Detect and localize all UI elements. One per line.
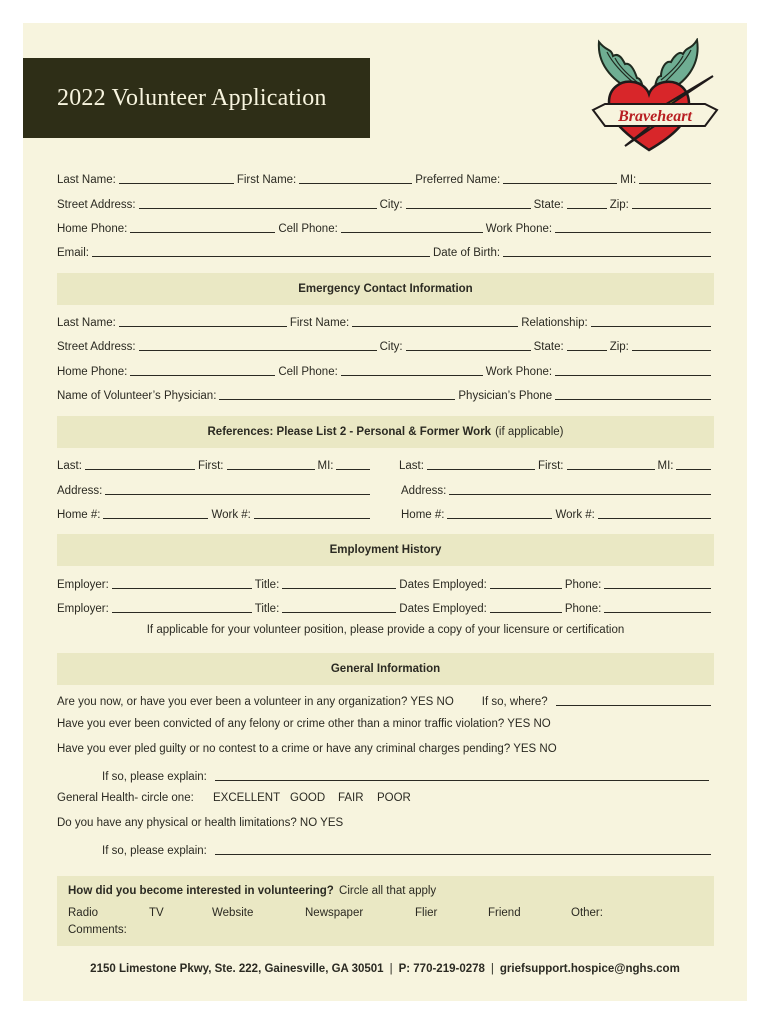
reference-2-phone-row [401, 505, 714, 521]
dates-1-field[interactable] [490, 588, 562, 589]
label-ec-state: State: [533, 341, 564, 353]
title-banner [23, 58, 370, 138]
limitations-question: Do you have any physical or health limitations? NO YES [57, 817, 344, 829]
ref2-home-field[interactable] [447, 518, 552, 519]
employment-row-2 [57, 599, 714, 615]
label-general-health: General Health- circle one: [57, 792, 194, 804]
ec-relationship-field[interactable] [591, 326, 711, 327]
interest-question: How did you become interested in volunteering? [68, 885, 334, 897]
emergency-phone-row [57, 362, 714, 378]
phone-2-field[interactable] [604, 612, 711, 613]
applicant-email-row [57, 243, 714, 259]
mi-field[interactable] [639, 183, 711, 184]
label-ref2-address: Address: [401, 485, 447, 497]
first-name-field[interactable] [299, 183, 412, 184]
label-explain-2: If so, please explain: [102, 845, 207, 857]
ec-state-field[interactable] [567, 350, 607, 351]
health-option-poor[interactable]: POOR [377, 792, 411, 804]
ref2-address-field[interactable] [449, 494, 711, 495]
reference-1-name-row [57, 456, 373, 472]
label-last-name: Last Name: [57, 174, 116, 186]
label-phone-2: Phone: [564, 603, 602, 615]
label-comments: Comments: [68, 924, 127, 936]
emergency-name-row [57, 313, 714, 329]
applicant-address-row [57, 195, 714, 211]
ref1-first-field[interactable] [227, 469, 315, 470]
label-ec-city: City: [379, 341, 403, 353]
label-phone-1: Phone: [564, 579, 602, 591]
ref1-work-field[interactable] [254, 518, 370, 519]
emergency-contact-header [57, 273, 714, 305]
label-ec-street-address: Street Address: [57, 341, 136, 353]
explain-row-1 [102, 767, 712, 783]
label-state: State: [533, 199, 564, 211]
label-employer-2: Employer: [57, 603, 109, 615]
interest-question-note: Circle all that apply [339, 885, 437, 897]
where-field[interactable] [556, 705, 711, 706]
label-cell-phone: Cell Phone: [278, 223, 338, 235]
label-zip: Zip: [609, 199, 629, 211]
ec-zip-field[interactable] [632, 350, 711, 351]
label-city: City: [379, 199, 403, 211]
health-option-excellent[interactable]: EXCELLENT [213, 792, 281, 804]
references-heading-note: (if applicable) [495, 426, 564, 438]
emergency-address-row [57, 337, 714, 353]
applicant-name-row [57, 170, 714, 186]
label-physician-phone: Physician’s Phone [458, 390, 553, 402]
dates-2-field[interactable] [490, 612, 562, 613]
explain-2-field[interactable] [215, 854, 711, 855]
reference-2-address-row [401, 481, 714, 497]
ec-city-field[interactable] [406, 350, 531, 351]
employer-1-field[interactable] [112, 588, 252, 589]
ref2-mi-field[interactable] [676, 469, 711, 470]
ref2-work-field[interactable] [598, 518, 711, 519]
label-work-phone: Work Phone: [485, 223, 553, 235]
reference-1-address-row [57, 481, 373, 497]
home-phone-field[interactable] [130, 232, 275, 233]
label-ref1-work: Work #: [211, 509, 251, 521]
employer-2-field[interactable] [112, 612, 252, 613]
applicant-phone-row [57, 219, 714, 235]
label-physician: Name of Volunteer’s Physician: [57, 390, 217, 402]
ec-home-phone-field[interactable] [130, 375, 275, 376]
criminal-charges-question: Have you ever pled guilty or no contest to a crime or have any criminal charges pending? YES NO [57, 743, 557, 755]
dob-field[interactable] [503, 256, 711, 257]
volunteer-question: Are you now, or have you ever been a volunteer in any organization? YES NO [57, 696, 454, 708]
ec-first-name-field[interactable] [352, 326, 518, 327]
option-flier[interactable]: Flier [415, 907, 438, 919]
page-title: 2022 Volunteer Application [57, 85, 327, 111]
option-tv[interactable]: TV [149, 907, 164, 919]
interest-question-row [68, 885, 436, 897]
general-info-header [57, 653, 714, 685]
title-2-field[interactable] [282, 612, 396, 613]
ref1-mi-field[interactable] [336, 469, 370, 470]
label-first-name: First Name: [236, 174, 297, 186]
option-newspaper[interactable]: Newspaper [305, 907, 364, 919]
ref2-first-field[interactable] [567, 469, 655, 470]
ec-work-phone-field[interactable] [555, 375, 711, 376]
title-1-field[interactable] [282, 588, 396, 589]
ref1-last-field[interactable] [85, 469, 195, 470]
city-field[interactable] [406, 208, 531, 209]
label-street-address: Street Address: [57, 199, 136, 211]
label-ec-work-phone: Work Phone: [485, 366, 553, 378]
label-ref1-home: Home #: [57, 509, 101, 521]
ec-street-address-field[interactable] [139, 350, 377, 351]
footer-separator: | [490, 963, 494, 975]
label-mi: MI: [620, 174, 637, 186]
option-friend[interactable]: Friend [488, 907, 521, 919]
cell-phone-field[interactable] [341, 232, 483, 233]
label-ec-relationship: Relationship: [521, 317, 588, 329]
interest-source-box [57, 876, 714, 946]
label-home-phone: Home Phone: [57, 223, 128, 235]
label-ref1-first: First: [197, 460, 224, 472]
label-ec-first-name: First Name: [289, 317, 350, 329]
street-address-field[interactable] [139, 208, 377, 209]
zip-field[interactable] [632, 208, 711, 209]
emergency-heading: Emergency Contact Information [298, 283, 473, 295]
label-explain-1: If so, please explain: [102, 771, 207, 783]
footer-contact [23, 963, 747, 975]
label-ec-home-phone: Home Phone: [57, 366, 128, 378]
employment-heading: Employment History [329, 544, 442, 556]
label-ec-zip: Zip: [609, 341, 629, 353]
label-dates-1: Dates Employed: [399, 579, 487, 591]
label-ec-last-name: Last Name: [57, 317, 116, 329]
option-radio[interactable]: Radio [68, 907, 99, 919]
state-field[interactable] [567, 208, 607, 209]
work-phone-field[interactable] [555, 232, 711, 233]
physician-phone-field[interactable] [555, 399, 711, 400]
label-ref1-mi: MI: [317, 460, 334, 472]
employment-row-1 [57, 575, 714, 591]
health-option-good[interactable]: GOOD [290, 792, 326, 804]
last-name-field[interactable] [119, 183, 234, 184]
label-ref1-last: Last: [57, 460, 82, 472]
health-option-fair[interactable]: FAIR [338, 792, 364, 804]
references-header [57, 416, 714, 448]
employment-header [57, 534, 714, 566]
label-dob: Date of Birth: [432, 247, 501, 259]
preferred-name-field[interactable] [503, 183, 617, 184]
reference-2-name-row [399, 456, 714, 472]
label-where: If so, where? [481, 696, 548, 708]
physician-row [57, 386, 714, 402]
label-ref2-home: Home #: [401, 509, 445, 521]
label-title-1: Title: [254, 579, 280, 591]
braveheart-logo [585, 38, 720, 158]
label-ref2-last: Last: [399, 460, 424, 472]
explain-1-field[interactable] [215, 780, 709, 781]
felony-question: Have you ever been convicted of any felony or crime other than a minor traffic violation? YES NO [57, 718, 551, 730]
footer-email[interactable]: griefsupport.hospice@nghs.com [499, 963, 680, 975]
label-preferred-name: Preferred Name: [415, 174, 501, 186]
footer-address: 2150 Limestone Pkwy, Ste. 222, Gainesville, GA 30501 [90, 963, 384, 975]
licensure-note: If applicable for your volunteer position, please provide a copy of your licensure or certification [146, 624, 625, 636]
ec-last-name-field[interactable] [119, 326, 287, 327]
ref1-home-field[interactable] [103, 518, 208, 519]
label-email: Email: [57, 247, 89, 259]
footer-phone: P: 770-219-0278 [398, 963, 485, 975]
logo-wordmark: Braveheart [618, 108, 692, 125]
label-ref2-work: Work #: [555, 509, 595, 521]
label-ref2-first: First: [537, 460, 564, 472]
footer-separator: | [389, 963, 393, 975]
email-field[interactable] [92, 256, 430, 257]
general-heading: General Information [330, 663, 441, 675]
references-heading: References: Please List 2 - Personal & Former Work [207, 426, 492, 438]
ec-cell-phone-field[interactable] [341, 375, 483, 376]
label-employer-1: Employer: [57, 579, 109, 591]
label-ec-cell-phone: Cell Phone: [278, 366, 338, 378]
label-dates-2: Dates Employed: [399, 603, 487, 615]
label-ref1-address: Address: [57, 485, 103, 497]
option-website[interactable]: Website [212, 907, 254, 919]
ref2-last-field[interactable] [427, 469, 535, 470]
option-other[interactable]: Other: [571, 907, 603, 919]
explain-row-2 [102, 841, 714, 857]
physician-field[interactable] [219, 399, 455, 400]
label-ref2-mi: MI: [657, 460, 674, 472]
phone-1-field[interactable] [604, 588, 711, 589]
label-title-2: Title: [254, 603, 280, 615]
reference-1-phone-row [57, 505, 373, 521]
ref1-address-field[interactable] [105, 494, 370, 495]
volunteer-history-row [57, 692, 714, 708]
